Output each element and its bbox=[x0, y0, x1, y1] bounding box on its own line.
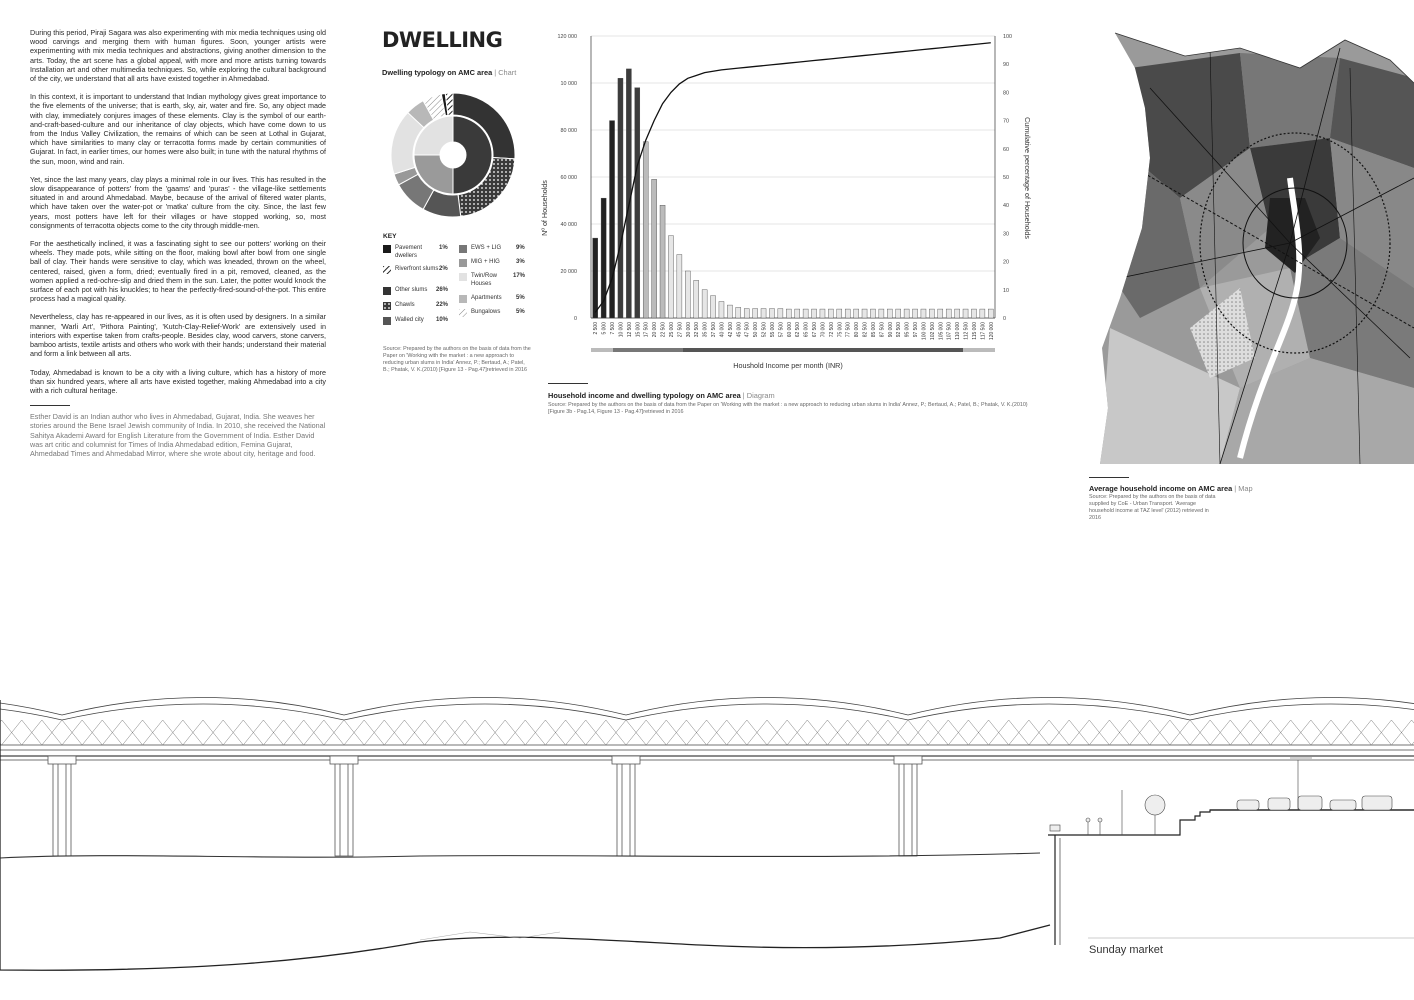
divider bbox=[548, 383, 588, 384]
author-bio: Esther David is an Indian author who lives in Ahmedabad, Gujarat, India. She weaves her stories around the Bene Israel Jewish community of India. In 2010, she received the National Sahitya Akademi Award for English Literature from the Government of India. Esther David was art critic and columnist for Times of India Ahmedabad edition, Femina Gujarat, Ahmedabad Times and Ahmedabad Mirror, where she wrote about city, heritage and food. bbox=[30, 412, 326, 458]
divider bbox=[1089, 477, 1129, 478]
article-text bbox=[30, 28, 326, 467]
x-tick-label: 92 500 bbox=[896, 322, 903, 338]
x-tick-label: 87 500 bbox=[879, 322, 886, 338]
map-caption bbox=[1089, 484, 1253, 493]
chart-subtitle bbox=[382, 68, 516, 77]
paragraph: For the aesthetically inclined, it was a fascinating sight to see our potters' working on their wheels. They made pots, while sitting on the floor, making bowl after bowl from one single ball of clay. Their hands were sensitive to clay, which was kneaded, thrown on the wheel, centered, raised, given a form, dried; eventually fired in a pit, removed, cleaned, as the women applied a red-ochre-slip and dried them in the sun. Later, the potter would knock the surface of each pot with his knuckles; to hear the perfectly-fired-sound-of-the-pot. This entire process had a magical quality. bbox=[30, 239, 326, 304]
divider bbox=[30, 405, 70, 406]
chart-source: Source: Prepared by the authors on the basis of data from the Paper on 'Working with the market : a new approach to reducing urban slums in India' Annez, P.; Bertaud, A.; Patel, B.; Phatak, V. K.(2010) [Figure 3b - Pag.14, Figure 13 - Pag.47]retrieved in 2016 bbox=[548, 402, 1028, 415]
bar bbox=[803, 309, 808, 318]
y2-tick-label: 90 bbox=[1003, 62, 1009, 69]
paragraph: Nevertheless, clay has re-appeared in our lives, as it is often used by designers. In a similar manner, 'Warli Art', 'Pithora Painting', 'Kutch-Clay-Relief-Work' are extensively used in interiors with expertise taken from crafts-people. Besides clay, wood carvers, stone carvers, bamboo artists, textile artists and others who work with their hands; understand their material and form a link between all arts. bbox=[30, 312, 326, 359]
donut-source: Source: Prepared by the authors on the basis of data from the Paper on 'Working with the market : a new approach to reducing urban slums in India' Annez, P.; Bertaud, A.; Patel, B.; Phatak, V. K.(2010) [Figure 13 - Pag.47]retrieved in 2016 bbox=[383, 346, 531, 373]
bar bbox=[879, 309, 884, 318]
x-tick-label: 85 000 bbox=[870, 322, 877, 338]
x-tick-label: 95 000 bbox=[904, 322, 911, 338]
bar bbox=[896, 309, 901, 318]
bar bbox=[913, 309, 918, 318]
bar bbox=[904, 309, 909, 318]
bar bbox=[887, 309, 892, 318]
bar bbox=[635, 88, 640, 318]
chart-subtitle-text: Dwelling typology on AMC area bbox=[382, 68, 493, 77]
bar bbox=[854, 309, 859, 318]
x-tick-label: 15 000 bbox=[635, 322, 642, 338]
y2-tick-label: 70 bbox=[1003, 118, 1009, 125]
bar bbox=[593, 238, 598, 318]
x-tick-label: 32 500 bbox=[694, 322, 701, 338]
income-bar-chart bbox=[535, 28, 1032, 373]
y2-tick-label: 60 bbox=[1003, 146, 1009, 153]
y-tick-label: 40 000 bbox=[560, 222, 577, 228]
bar bbox=[778, 309, 783, 318]
y-tick-label: 10 000 bbox=[560, 81, 577, 87]
bar bbox=[988, 309, 993, 318]
y2-tick-label: 40 bbox=[1003, 203, 1009, 210]
x-tick-label: 82 500 bbox=[862, 322, 869, 338]
y2-tick-label: 30 bbox=[1003, 231, 1009, 238]
river-section-drawing bbox=[0, 670, 1414, 1000]
bar bbox=[694, 280, 699, 318]
x-tick-label: 55 000 bbox=[769, 322, 776, 338]
x-tick-label: 100 000 bbox=[921, 322, 928, 341]
income-map bbox=[1090, 28, 1414, 464]
bar bbox=[786, 309, 791, 318]
bar bbox=[626, 69, 631, 318]
x-tick-label: 45 000 bbox=[736, 322, 743, 338]
bar bbox=[652, 179, 657, 318]
bar bbox=[862, 309, 867, 318]
bar bbox=[685, 271, 690, 318]
x-tick-label: 22 500 bbox=[660, 322, 667, 338]
bar bbox=[929, 309, 934, 318]
x-tick-label: 20 000 bbox=[652, 322, 659, 338]
x-tick-label: 57 500 bbox=[778, 322, 785, 338]
x-tick-label: 107 500 bbox=[946, 322, 953, 341]
x-tick-label: 75 000 bbox=[837, 322, 844, 338]
x-tick-label: 50 000 bbox=[753, 322, 760, 338]
bar bbox=[870, 309, 875, 318]
x-axis-label: Houshold Income per month (INR) bbox=[733, 361, 843, 370]
x-tick-label: 77 500 bbox=[845, 322, 852, 338]
x-tick-label: 62 500 bbox=[795, 322, 802, 338]
bar bbox=[921, 309, 926, 318]
bar bbox=[702, 290, 707, 318]
bar bbox=[812, 309, 817, 318]
bar bbox=[668, 236, 673, 318]
bar bbox=[618, 78, 623, 318]
x-tick-label: 42 500 bbox=[727, 322, 734, 338]
bar bbox=[795, 309, 800, 318]
bar bbox=[753, 309, 758, 318]
bar bbox=[677, 255, 682, 318]
bar bbox=[769, 309, 774, 318]
bar bbox=[736, 307, 741, 318]
bar bbox=[660, 205, 665, 318]
y-tick-label: 120 000 bbox=[557, 34, 577, 40]
x-tick-label: 35 000 bbox=[702, 322, 709, 338]
x-tick-label: 97 500 bbox=[913, 322, 920, 338]
x-tick-label: 27 500 bbox=[677, 322, 684, 338]
x-tick-label: 5 000 bbox=[601, 322, 608, 335]
x-tick-label: 115 000 bbox=[971, 322, 978, 340]
key-label: KEY bbox=[383, 233, 397, 240]
y-tick-label: 0 bbox=[574, 316, 577, 322]
y2-tick-label: 50 bbox=[1003, 175, 1009, 181]
bar bbox=[837, 309, 842, 318]
x-tick-label: 110 000 bbox=[955, 322, 962, 340]
bar bbox=[980, 309, 985, 318]
x-tick-label: 90 000 bbox=[887, 322, 894, 338]
bar bbox=[820, 309, 825, 318]
y-tick-label: 60 000 bbox=[560, 175, 577, 181]
x-tick-label: 17 500 bbox=[643, 322, 650, 338]
paragraph: Yet, since the last many years, clay plays a minimal role in our lives. This has resulted in the slow disappearance of potters' from the 'gaams' and 'puras' - the village-like settlements situated in and around Ahmedabad. Maybe, because of the arrival of filtered water plants, which have taken over the water-pot or 'matka' culture from the city. Since, the last few years, most potters have left for their villages or have stopped working, so, most consignments of terracotta objects come to the city through middle-men. bbox=[30, 174, 326, 230]
bar bbox=[761, 309, 766, 318]
x-tick-label: 2 500 bbox=[593, 322, 600, 335]
bar bbox=[946, 309, 951, 318]
chart-caption-type: | Diagram bbox=[742, 391, 775, 400]
map-caption-title: Average household income on AMC area bbox=[1089, 484, 1233, 493]
section-label: Sunday market bbox=[1089, 944, 1163, 956]
bar bbox=[711, 296, 716, 318]
x-tick-label: 12 500 bbox=[626, 322, 633, 338]
map-source: Source: Prepared by the authors on the basis of data supplied by CoE - Urban Transport. 'Average household income at TAZ level' (2012) retrieved in 2016 bbox=[1089, 494, 1216, 521]
x-tick-label: 105 000 bbox=[938, 322, 945, 341]
chart-caption-title: Household income and dwelling typology on AMC area bbox=[548, 391, 741, 400]
bar bbox=[845, 309, 850, 318]
chart-caption bbox=[548, 391, 775, 400]
y2-tick-label: 20 bbox=[1003, 259, 1009, 266]
map-caption-type: | Map bbox=[1234, 484, 1253, 493]
bar bbox=[828, 309, 833, 318]
x-tick-label: 37 500 bbox=[711, 322, 718, 338]
bar bbox=[719, 302, 724, 318]
x-tick-label: 60 000 bbox=[786, 322, 793, 338]
y-tick-label: 20 000 bbox=[560, 269, 577, 275]
bar bbox=[744, 309, 749, 318]
bar bbox=[963, 309, 968, 318]
x-tick-label: 10 000 bbox=[618, 322, 625, 338]
x-tick-label: 65 000 bbox=[803, 322, 810, 338]
y2-axis-label: Cumulative percentage of Households bbox=[1023, 117, 1032, 239]
y2-tick-label: 0 bbox=[1003, 316, 1006, 322]
x-tick-label: 30 000 bbox=[685, 322, 692, 338]
x-tick-label: 47 500 bbox=[744, 322, 751, 338]
paragraph: Today, Ahmedabad is known to be a city with a living culture, which has a history of more than six hundred years, where all arts have existed together, making Ahmedabad into a city with a rich cultural heritage. bbox=[30, 367, 326, 395]
x-tick-label: 7 500 bbox=[610, 322, 617, 335]
x-tick-label: 67 500 bbox=[812, 322, 819, 338]
x-tick-label: 25 000 bbox=[668, 322, 675, 338]
x-tick-label: 72 500 bbox=[828, 322, 835, 338]
bar bbox=[938, 309, 943, 318]
bar bbox=[727, 305, 732, 318]
x-tick-label: 52 500 bbox=[761, 322, 768, 338]
bar bbox=[610, 121, 615, 318]
y2-tick-label: 80 bbox=[1003, 90, 1009, 97]
y-tick-label: 80 000 bbox=[560, 128, 577, 134]
paragraph: During this period, Piraji Sagara was also experimenting with mix media techniques using old wood carvings and merging them with human figures. Soon, younger artists were experimenting with mix media techniques and abstractions, giving another dimension to the arts. Today, the art scene has a global appeal, with more and more artists turning towards Installation art and other multimedia techniques. So, while exploring the cultural background of the city, we understand that all arts have existed together in Ahmedabad. bbox=[30, 28, 326, 84]
x-tick-label: 117 500 bbox=[980, 322, 987, 340]
y-axis-label: Nº of Households bbox=[540, 180, 549, 236]
x-tick-label: 80 000 bbox=[854, 322, 861, 338]
x-tick-label: 120 000 bbox=[988, 322, 995, 341]
bar bbox=[955, 309, 960, 318]
bar bbox=[643, 142, 648, 318]
x-tick-label: 102 500 bbox=[929, 322, 936, 341]
y2-tick-label: 100 bbox=[1003, 34, 1012, 40]
paragraph: In this context, it is important to understand that Indian mythology gives great importance to the five elements of the universe; that is earth, sky, air, water and fire. So, any object made with clay, immediately conjures images of these elements. Clay is the symbol of our earth-and-craft-based-culture and our inheritance of clay objects, which have come down to us from the Indus Valley Civilization, the remains of which can be seen at Lothal in Gujarat, which have similarities to many clay or terracotta forms made by certain communities of Gujarat. In fact, in earlier times, our homes were also built; in tune with the natural rhythms of the sun, moon, wind and rain. bbox=[30, 92, 326, 166]
y2-tick-label: 10 bbox=[1003, 287, 1009, 294]
x-tick-label: 70 000 bbox=[820, 322, 827, 338]
dwelling-donut-chart bbox=[388, 90, 518, 220]
section-title: DWELLING bbox=[382, 28, 503, 52]
bar bbox=[971, 309, 976, 318]
x-tick-label: 40 000 bbox=[719, 322, 726, 338]
x-tick-label: 112 500 bbox=[963, 322, 970, 340]
chart-subtitle-type: | Chart bbox=[494, 68, 517, 77]
